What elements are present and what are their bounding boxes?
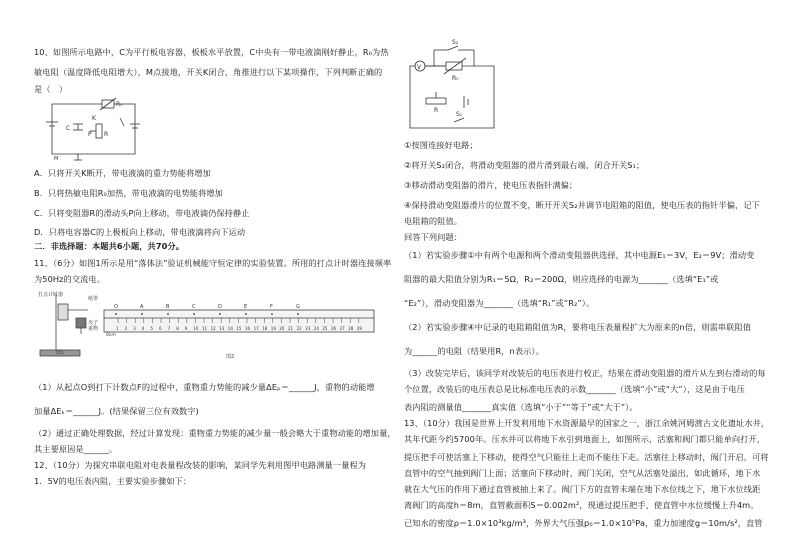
tape-dot [167,313,169,315]
ruler-number: 14 [227,326,233,331]
fig11-caption-1: 图1 [56,350,65,356]
tape-point-label: E [244,304,248,310]
ruler-number: 16 [245,326,251,331]
q10-option-b: B．只将热敏电阻R₀加热，带电液滴的电势能将增加 [34,188,223,198]
fig11-label-weight: 重物 [88,326,99,332]
step-4-line-1: ④保持滑动变阻器滑片的位置不变，断开开关S₂并调节电阻箱的阻值，使电压表的指针半偏，记下 [404,200,760,210]
fig10-label-r0: R₀ [116,101,123,108]
ruler-number: 13 [219,326,225,331]
ruler-number: 9 [184,326,188,331]
tape-dot [115,313,117,315]
sub1-line-1: （1）若实验步骤①中有两个电源和两个滑动变阻器供选择，其中电源E₁＝3V，E₂＝9V；滑动变 [404,250,755,260]
q11-sub-1-line-2: 加量ΔEₖ＝______J。(结果保留三位有效数字) [34,406,199,416]
circuit-label-v: V [417,64,422,71]
circuit-label-s2: S₂ [452,39,459,46]
sub3-line-3: 表内阻的测量值_______真实值（选填“小于”“等于”或“大于”）。 [404,402,638,412]
ruler-number: 19 [270,326,276,331]
ruler-number: 12 [210,326,216,331]
sub3-line-1: （3）改装完毕后，该同学对改装后的电压表进行校正，结果在滑动变阻器的滑片从左到右滑动的每 [404,368,766,378]
section-2-heading: 二．非选择题：本题共6小题，共70分。 [34,241,184,251]
tape-dot [297,313,299,315]
q10-option-d: D．只将电容器C的上极板向上移动，带电液滴将向下运动 [34,227,246,237]
q11-sub-2-line-2: 其主要原因是______。 [34,444,118,454]
ruler-number: 8 [176,326,179,331]
q11-line-2: 为50Hz的交流电。 [34,274,105,284]
voltmeter-circuit-figure [404,38,504,134]
tape-dot [141,313,143,315]
circuit-label-s1: S₁ [456,111,463,118]
ruler-number: 4 [141,326,145,331]
sub1-line-3: “E₂”），滑动变阻器为_______（选填“R₁”或“R₂”）。 [404,298,595,308]
fig11-label-clip: 夹子 [88,320,99,326]
step-2: ②将开关S₂闭合，将滑动变阻器的滑片滑到最右端，闭合开关S₁； [404,160,645,170]
q11-apparatus-figure [36,288,362,362]
fig11-label-tape: 纸带 [88,296,99,302]
fig11-label-timer: 打点计时器 [38,292,64,298]
ruler-number: 3 [133,326,136,331]
ruler-number: 24 [313,326,319,331]
ruler-number: 26 [331,326,337,331]
q10-circuit-figure [40,96,150,162]
fig10-label-r: R [104,131,109,138]
q10-option-a: A．只将开关K断开，带电液滴的重力势能将增加 [34,168,211,178]
circuit-label-r: R [434,107,439,114]
tape-dot [193,313,195,315]
ruler-number: 6 [159,326,162,331]
answer-prompt: 回答下列问题： [404,232,463,242]
fig10-label-k: K [92,115,96,122]
ruler-number: 20 [279,326,285,331]
sub1-line-2: 阻器的最大阻值分别为R₁＝5Ω，R₂＝200Ω，则应选择的电源为_______（选填“E₁”或 [404,274,719,284]
tape-dot [219,313,221,315]
q11-sub-1-line-1: （1）从起点O到打下计数点F的过程中，重物重力势能的减少量ΔEₚ＝______J，重物的动能增 [34,382,375,392]
ruler-number: 18 [262,326,268,331]
ruler-number: 29 [356,326,362,331]
fig10-label-c: C [66,125,71,132]
q13-line-2: 其年代距今约5700年。压水井可以将地下水引到地面上，如图所示，活塞和阀门都只能单向打开， [404,434,766,444]
q13-line-7: 已知水的密度ρ＝1.0×10³kg/m³，外界大气压强p₀＝1.0×10⁵Pa，重力加速度g＝10m/s²，直管 [404,518,763,528]
ruler-number: 10 [193,326,199,331]
fig11-label-unit: 0cm [106,333,116,338]
ruler-number: 21 [288,326,294,331]
fig10-label-m: M [54,156,59,162]
q10-line-1: 10、如图所示电路中，C为平行板电容器，板板水平放置，C中央有一带电液滴刚好静止，R₀为热 [34,47,389,57]
step-1: ①按图连接好电路； [404,140,478,150]
q10-option-c: C．只将变阻器R的滑动头P向上移动，带电液滴仍保持静止 [34,208,250,218]
tape-point-label: G [296,304,300,310]
q13-line-3: 提压把手可使活塞上下移动，使得空气只能往上走而不能往下走。活塞往上移动时，阀门开启，可将 [404,452,769,462]
circuit-label-r0: R₀ [452,75,459,82]
tape-point-label: O [114,304,118,310]
ruler-number: 28 [348,326,354,331]
ruler-number: 17 [253,326,259,331]
q13-line-4: 直管中的空气抽到阀门上面；活塞向下移动时，阀门关闭，空气从活塞处溢出，如此循环，地下水 [404,468,761,478]
tape-point-label: B [166,304,170,310]
q10-line-3: 是（ ） [34,84,68,94]
ruler-number: 25 [322,326,328,331]
ruler-number: 27 [339,326,345,331]
ruler-number: 5 [150,326,153,331]
ruler-number: 7 [167,326,171,331]
ruler-number: 23 [305,326,311,331]
q11-line-1: 11、（6分）如图1所示是用“落体法”验证机械能守恒定律的实验装置。所用的打点计时器连接频率 [34,258,392,268]
step-4-line-2: 电阻箱的阻值。 [404,216,463,226]
ruler-number: 11 [202,326,208,331]
tape-dot [245,313,247,315]
ruler-number: 15 [236,326,242,331]
fig11-caption-2: 图2 [226,354,235,360]
q13-line-1: 13、（10分）我国是世界上开发利用地下水资源最早的国家之一，浙江余姚河姆渡古文化遗址水井， [404,418,770,428]
q13-line-5: 就在大气压的作用下通过直管被抽上来了。阀门下方的直管末端在地下水位线之下，地下水位线距 [404,484,761,494]
tape-point-label: C [192,304,196,310]
q13-line-6: 离阀门的高度h＝8m，直管截面积S＝0.002m²，现通过提压把手，使直管中水位缓慢上升4m。 [404,500,759,510]
q12-line-2: 1．5V的电压表内阻，主要实验步骤如下： [34,476,192,486]
q11-sub-2-line-1: （2）通过正确处理数据，经过计算发现：重物重力势能的减少量一般会略大于重物动能的增加量， [34,428,396,438]
sub2-line-1: （2）若实验步骤④中记录的电阻箱阻值为R，要将电压表量程扩大为原来的n倍，则需串联阻值 [404,322,752,332]
ruler-number: 2 [124,326,128,331]
tape-point-label: D [218,304,222,310]
tape-point-label: A [140,304,144,310]
ruler-number: 1 [116,326,119,331]
ruler-number: 22 [296,326,302,331]
tape-dot [271,313,273,315]
fig10-label-p: P [88,131,92,138]
step-3: ③移动滑动变阻器的滑片，使电压表指针满偏； [404,180,578,190]
tape-point-label: F [270,304,273,310]
sub3-line-2: 个位置，改装后的电压表总是比标准电压表的示数_______（选填“小”或“大”），这是由于电压 [404,384,745,394]
sub2-line-2: 为______的电阻（结果用R，n表示）。 [404,346,544,356]
q12-line-1: 12、（10分）为探究串联电阻对电表量程改装的影响，某同学先利用图甲电路测量一量程为 [34,460,367,470]
q10-line-2: 敏电阻（温度降低电阻增大），M点接地，开关K闭合，角推进行以下某项操作，下列判断正确的 [34,67,383,77]
